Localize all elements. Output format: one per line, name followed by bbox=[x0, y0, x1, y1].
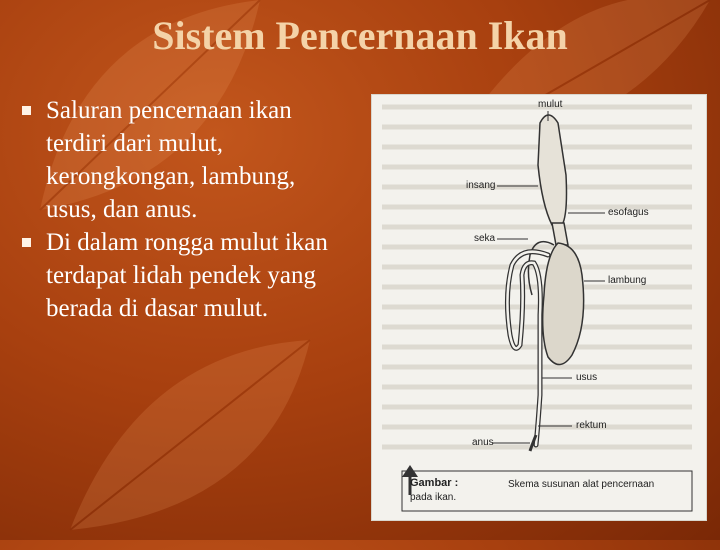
leaf-decoration bbox=[60, 330, 320, 550]
digestive-tract-diagram bbox=[372, 95, 706, 520]
label-mulut: mulut bbox=[538, 99, 563, 110]
label-seka: seka bbox=[474, 233, 496, 244]
label-lambung: lambung bbox=[608, 275, 647, 286]
square-bullet-icon bbox=[22, 106, 31, 115]
figure-caption-title: Gambar : bbox=[410, 477, 459, 489]
slide-title: Sistem Pencernaan Ikan bbox=[152, 13, 568, 58]
bullet-item bbox=[22, 94, 352, 226]
figure-caption-sub: pada ikan. bbox=[410, 492, 457, 503]
figure-caption-text: Skema susunan alat pencernaan bbox=[508, 479, 655, 490]
bullet-list bbox=[22, 94, 352, 325]
label-insang: insang bbox=[466, 180, 496, 191]
square-bullet-icon bbox=[22, 238, 31, 247]
bullet-item bbox=[22, 226, 352, 325]
digestive-system-figure bbox=[371, 94, 707, 521]
bullet-text: Saluran pencernaan ikan terdiri dari mulut, kerongkongan, lambung, usus, dan anus. bbox=[46, 97, 296, 223]
label-usus: usus bbox=[576, 372, 598, 383]
label-rektum: rektum bbox=[576, 420, 607, 431]
bullet-text: Di dalam rongga mulut ikan terdapat lidah pendek yang berada di dasar mulut. bbox=[46, 229, 328, 322]
label-anus: anus bbox=[472, 437, 494, 448]
label-esofagus: esofagus bbox=[608, 207, 649, 218]
